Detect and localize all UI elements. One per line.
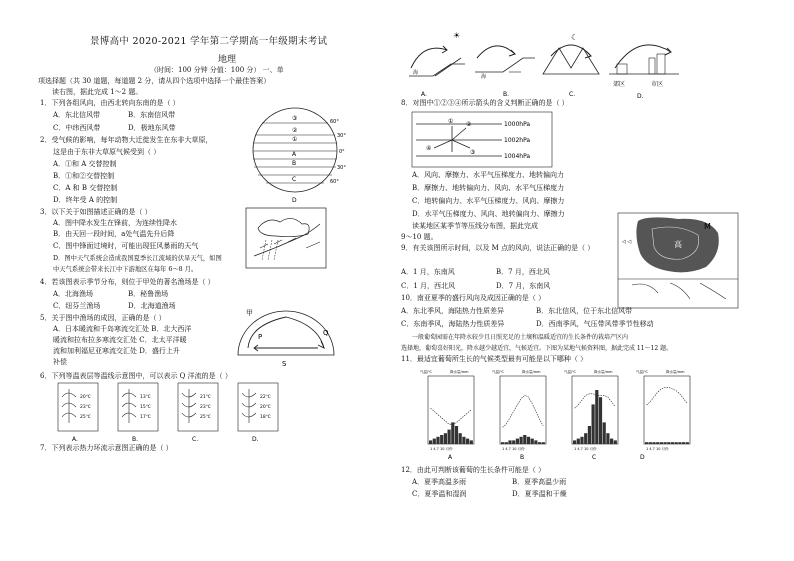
precip-bar xyxy=(527,437,530,444)
q12-option-d[interactable]: D．夏季温和干燥 xyxy=(512,490,567,498)
precip-bar xyxy=(671,442,674,444)
lat-60n: 60° xyxy=(330,119,339,125)
q3-option-d[interactable]: D．图中天气系统会造成我国夏季长江流域的伏旱天气，如图 xyxy=(53,255,222,262)
climate-chart-a xyxy=(420,369,474,461)
precip-bar xyxy=(542,442,545,444)
fig1-label-1: ① xyxy=(292,136,298,143)
q12-option-c[interactable]: C．夏季温和湿润 xyxy=(412,490,467,498)
q8-option-d[interactable]: D．水平气压梯度力、风向、地转偏向力、摩擦力 xyxy=(412,210,565,218)
iso-a-1: 20℃ xyxy=(80,395,91,400)
svg-text:③: ③ xyxy=(470,149,476,156)
q9-option-d[interactable]: D．7 月，东南风 xyxy=(496,282,551,290)
fig7-suburb: 郊区 xyxy=(613,81,626,88)
iso-a-2: 23℃ xyxy=(80,405,91,410)
subject-title: 地理 xyxy=(218,55,237,65)
map-m-label: M xyxy=(704,222,711,231)
q2-option-a[interactable]: A．①和 A 交替控制 xyxy=(53,160,117,168)
precip-bar xyxy=(595,390,598,444)
passage-line-1: 一般葡萄园需在年降水较少且日照充足的土壤和温暖适宜的生长条件的栽培产区内 xyxy=(412,334,629,341)
precip-bar xyxy=(429,440,432,444)
circulation-option-c xyxy=(543,33,599,98)
climate-temp-label: 气温/℃ xyxy=(636,370,649,374)
q3-stem: 3．以下关于如图描述正确的是（ ） xyxy=(40,208,152,216)
precip-bar xyxy=(573,440,576,444)
precip-bar xyxy=(448,430,451,444)
precip-bar xyxy=(433,439,436,444)
climate-chart-b xyxy=(492,369,546,461)
precip-bar xyxy=(678,442,681,444)
precip-bar xyxy=(466,439,469,444)
climate-opt: A xyxy=(448,454,453,461)
precip-bar xyxy=(436,437,439,444)
climate-temp-label: 气温/℃ xyxy=(420,370,433,374)
precip-bar xyxy=(538,442,541,444)
q4-stem: 4．若该图表示季节分布，则位于甲处的著名渔场是（ ） xyxy=(40,278,215,286)
fig7-sea-b: 海 xyxy=(481,74,487,80)
fig1-label-3: ③ xyxy=(292,115,298,122)
isotherm-option-b xyxy=(118,383,158,443)
svg-text:④: ④ xyxy=(426,145,432,152)
precip-bar xyxy=(645,442,648,444)
fig4-label-q: Q xyxy=(323,329,329,337)
climate-chart-c xyxy=(564,369,618,461)
front-figure xyxy=(246,208,326,268)
circulation-option-b xyxy=(475,46,535,98)
iso-opt-b: B. xyxy=(132,436,139,443)
iso-d-3: 18℃ xyxy=(260,415,271,420)
fig7-sea-a: 海 xyxy=(413,70,419,76)
section-instruction: 项选择题（共 30 道题，每道题 2 分，请从四个选项中选择一个最佳答案） xyxy=(38,77,271,85)
precip-bar xyxy=(675,442,678,444)
fig1-label-b: B xyxy=(292,160,297,167)
q10-option-d[interactable]: D．西南季风，气压带风带季节性移动 xyxy=(536,320,654,328)
iso-opt-a: A. xyxy=(72,436,78,443)
precip-bar xyxy=(534,440,537,444)
q4-option-b[interactable]: B．秘鲁渔场 xyxy=(128,290,169,298)
read-prompt: 读右图，据此完成 1～2 题。 xyxy=(52,88,143,96)
q8-option-c[interactable]: C．地转偏向力、水平气压梯度力、风向、摩擦力 xyxy=(412,197,565,205)
iso-b-2: 15℃ xyxy=(140,405,151,410)
climate-charts xyxy=(420,367,700,462)
q8-option-a[interactable]: A．风向、摩擦力、水平气压梯度力、地转偏向力 xyxy=(412,171,565,179)
thermal-circulation-figures xyxy=(405,28,680,100)
read2-prompt: 读某地区某季节等压线分布图，据此完成 xyxy=(412,222,538,230)
temp-line xyxy=(503,395,544,427)
precip-bar xyxy=(531,439,534,444)
q1-stem: 1．下列各组风向，由西北转向东南的是（ ） xyxy=(40,99,180,107)
q8-stem: 8．对图中①②③④所示箭头的含义判断正确的是（ ） xyxy=(401,99,569,107)
passage-line-2: 选择地，葡萄喜好阳光，降水越少越适宜，气候适宜。下图为某地气候资料图，据此完成 11～12 题。 xyxy=(401,345,673,352)
pressure-belt-figure xyxy=(250,105,350,205)
fig1-label-d: D xyxy=(292,197,297,204)
lat-0: 0° xyxy=(339,149,345,155)
q10-option-c[interactable]: C．东南季风，海陆热力性质差异 xyxy=(401,320,505,328)
isotherm-option-a xyxy=(58,383,98,443)
fig1-label-c: C xyxy=(292,176,297,183)
exam-title: 景博高中 2020-2021 学年第二学期高一年级期末考试 xyxy=(90,36,328,47)
precip-bar xyxy=(470,440,473,444)
q4-option-d[interactable]: D．北海道渔场 xyxy=(128,302,176,310)
precip-bar xyxy=(451,422,454,444)
precip-bar xyxy=(592,404,595,444)
precip-bar xyxy=(516,439,519,444)
temp-line xyxy=(647,387,688,405)
iso-opt-c: C. xyxy=(192,436,199,443)
climate-opt: C xyxy=(592,454,597,461)
q9-option-b[interactable]: B．7 月，西北风 xyxy=(496,268,550,276)
precip-bar xyxy=(455,426,458,444)
precip-bar xyxy=(686,442,689,444)
isotherm-option-c xyxy=(178,383,218,443)
fig1-label-2: ② xyxy=(292,127,298,134)
asia-pressure-map xyxy=(618,213,738,308)
q1-option-b[interactable]: B．东南信风带 xyxy=(128,111,176,119)
precip-bar xyxy=(444,433,447,444)
q3-option-b[interactable]: B．由天回一段时间，a处气温先升后降 xyxy=(53,230,175,238)
q4-option-a[interactable]: A．北海渔场 xyxy=(53,290,94,298)
climate-xticks: 1 4 7 10 月份 xyxy=(574,447,597,451)
fig7-opt-b: B. xyxy=(503,91,510,98)
q10-stem: 10．南亚夏季的盛行风向及成因正确的是（ ） xyxy=(401,294,546,302)
isotherm-option-d xyxy=(238,383,278,443)
iso-opt-d: D. xyxy=(252,436,259,443)
precip-bar xyxy=(505,442,508,444)
q5-option-a[interactable]: A．日本暖流和千岛寒流交汇处 B．北大西洋 xyxy=(53,325,192,333)
ocean-current-figure xyxy=(228,303,343,368)
fig7-opt-a: A. xyxy=(421,91,427,98)
iso-c-2: 23℃ xyxy=(200,405,211,410)
precip-bar xyxy=(656,442,659,444)
q3-option-d-cont: 中天气系统会带来长江中下游地区在每年 6～8 月。 xyxy=(53,266,198,273)
q8-option-b[interactable]: B．摩擦力、地转偏向力、风向、水平气压梯度力 xyxy=(412,184,565,192)
q4-option-c[interactable]: C．纽芬兰渔场 xyxy=(53,302,101,310)
temp-line xyxy=(431,408,472,424)
isobar-figure xyxy=(412,112,552,167)
q12-option-b[interactable]: B．夏季高温少雨 xyxy=(512,478,567,486)
precip-bar xyxy=(584,433,587,444)
precip-bar xyxy=(660,442,663,444)
climate-opt: B xyxy=(520,454,525,461)
isobar-1004: 1004hPa xyxy=(504,153,531,160)
precip-bar xyxy=(667,442,670,444)
time-score: （时间：100 分钟 分值：100 分） 一、单 xyxy=(150,66,284,74)
q1-option-c[interactable]: C．中纬西风带 xyxy=(53,124,101,132)
q2-option-c[interactable]: C．A 和 B 交替控制 xyxy=(53,184,118,192)
q2-stem-1: 2．受气候的影响，每年动物大迁徙发生在东非大草原， xyxy=(40,136,213,144)
svg-text:②: ② xyxy=(466,121,472,128)
q2-option-b[interactable]: B．①和②交替控制 xyxy=(53,172,115,180)
q10-option-b[interactable]: B．东北信风，位于东北信风带 xyxy=(536,307,633,315)
climate-opt: D xyxy=(640,454,645,461)
iso-b-3: 17℃ xyxy=(140,415,151,420)
iso-a-3: 25℃ xyxy=(80,415,91,420)
fig4-label-p: P xyxy=(258,333,263,341)
read2-prompt-cont: 9～10 题。 xyxy=(401,233,438,241)
q9-option-c[interactable]: C．1 月，西北风 xyxy=(401,282,456,290)
q12-stem: 12．由此可判断该葡萄的生长条件可能是（ ） xyxy=(401,466,546,474)
svg-text:①: ① xyxy=(448,118,454,125)
iso-c-1: 21℃ xyxy=(200,395,211,400)
precip-bar xyxy=(652,442,655,444)
lat-30s: 30° xyxy=(337,165,346,171)
q2-stem-2: 这是由于东非大草原气候受到（ ） xyxy=(53,148,161,156)
q2-option-d[interactable]: D．终年受 A 的控制 xyxy=(53,196,118,204)
iso-b-1: 13℃ xyxy=(140,395,151,400)
lat-60s: 60° xyxy=(330,179,339,185)
precip-bar xyxy=(649,442,652,444)
q5-stem: 5．关于图中渔场的成因，正确的是（ ） xyxy=(40,314,166,322)
precip-bar xyxy=(508,440,511,444)
temp-line xyxy=(575,394,616,408)
precip-bar xyxy=(664,442,667,444)
climate-xticks: 1 4 7 10 月份 xyxy=(646,447,669,451)
q3-option-a[interactable]: A．图中降水发生在锋前，为连续性降水 xyxy=(53,219,178,227)
isobar-1002: 1002hPa xyxy=(504,137,531,144)
climate-chart-d xyxy=(636,369,690,461)
q6-stem: 6．下列等温表层等温线示意图中，可以表示 Q 洋流的是（ ） xyxy=(40,372,232,380)
q12-option-a[interactable]: A．夏季高温多雨 xyxy=(412,478,467,486)
q1-option-a[interactable]: A．东北信风带 xyxy=(53,111,101,119)
fig7-opt-d: D. xyxy=(637,93,644,100)
precip-bar xyxy=(614,440,617,444)
precip-bar xyxy=(523,435,526,444)
precip-bar xyxy=(588,426,591,444)
climate-precip-label: 降水量/mm xyxy=(450,370,469,374)
isotherm-figures xyxy=(58,383,288,443)
iso-d-1: 22℃ xyxy=(260,395,271,400)
precip-bar xyxy=(577,439,580,444)
q5-option-d[interactable]: 补偿 xyxy=(53,358,67,366)
circulation-option-d xyxy=(609,45,679,100)
climate-xticks: 1 4 7 10 月份 xyxy=(502,447,525,451)
svg-text:◁ ◁: ◁ ◁ xyxy=(622,239,632,245)
circulation-option-a xyxy=(409,31,465,98)
precip-bar xyxy=(462,437,465,444)
climate-xticks: 1 4 7 10 月份 xyxy=(430,447,453,451)
iso-c-3: 25℃ xyxy=(200,415,211,420)
precip-bar xyxy=(501,442,504,444)
fig7-opt-c: C. xyxy=(569,91,576,98)
climate-precip-label: 降水量/mm xyxy=(522,370,541,374)
climate-temp-label: 气温/℃ xyxy=(564,370,577,374)
precip-bar xyxy=(459,433,462,444)
precip-bar xyxy=(599,397,602,444)
precip-bar xyxy=(610,439,613,444)
q9-stem: 9．有关该图所示时间，以及 M 点的风向，说法正确的是（ ） xyxy=(401,244,595,252)
iso-d-2: 20℃ xyxy=(260,405,271,410)
lat-30n: 30° xyxy=(337,133,346,139)
fig1-label-a: A xyxy=(292,151,297,158)
q10-option-a[interactable]: A．东北季风，海陆热力性质差异 xyxy=(401,307,505,315)
q3-option-c[interactable]: C．图中锋面过境时，可能出现狂风暴雨的天气 xyxy=(53,242,199,250)
fig4-label-s: S xyxy=(282,360,287,368)
climate-precip-label: 降水量/mm xyxy=(594,370,613,374)
precip-bar xyxy=(682,442,685,444)
precip-bar xyxy=(606,433,609,444)
precip-bar xyxy=(580,437,583,444)
sun-icon: ☀ xyxy=(453,31,461,40)
q5-option-b[interactable]: 暖流和拉布拉多寒流交汇处 C．北太平洋暖 xyxy=(53,336,187,344)
precip-bar xyxy=(603,422,606,444)
map-high-label: 高 xyxy=(674,240,682,249)
q7-stem: 7．下列表示热力环流示意图正确的是（ ） xyxy=(40,444,173,452)
precip-bar xyxy=(440,435,443,444)
fig4-label-jia: 甲 xyxy=(246,309,253,317)
q11-stem: 11．最适宜葡萄所生长的气候类型最有可能是以下哪种（ ） xyxy=(401,355,588,363)
q9-option-a[interactable]: A．1 月，东南风 xyxy=(401,268,455,276)
isobar-1000: 1000hPa xyxy=(504,121,531,128)
climate-precip-label: 降水量/mm xyxy=(666,370,685,374)
q1-option-d[interactable]: D．极地东风带 xyxy=(128,124,176,132)
fig7-city: 市区 xyxy=(651,81,664,88)
q5-option-c[interactable]: 流和加利福尼亚寒流交汇处 D．盛行上升 xyxy=(53,347,180,355)
precip-bar xyxy=(520,437,523,444)
moon-icon: ☾ xyxy=(571,33,579,42)
climate-temp-label: 气温/℃ xyxy=(492,370,505,374)
precip-bar xyxy=(512,440,515,444)
